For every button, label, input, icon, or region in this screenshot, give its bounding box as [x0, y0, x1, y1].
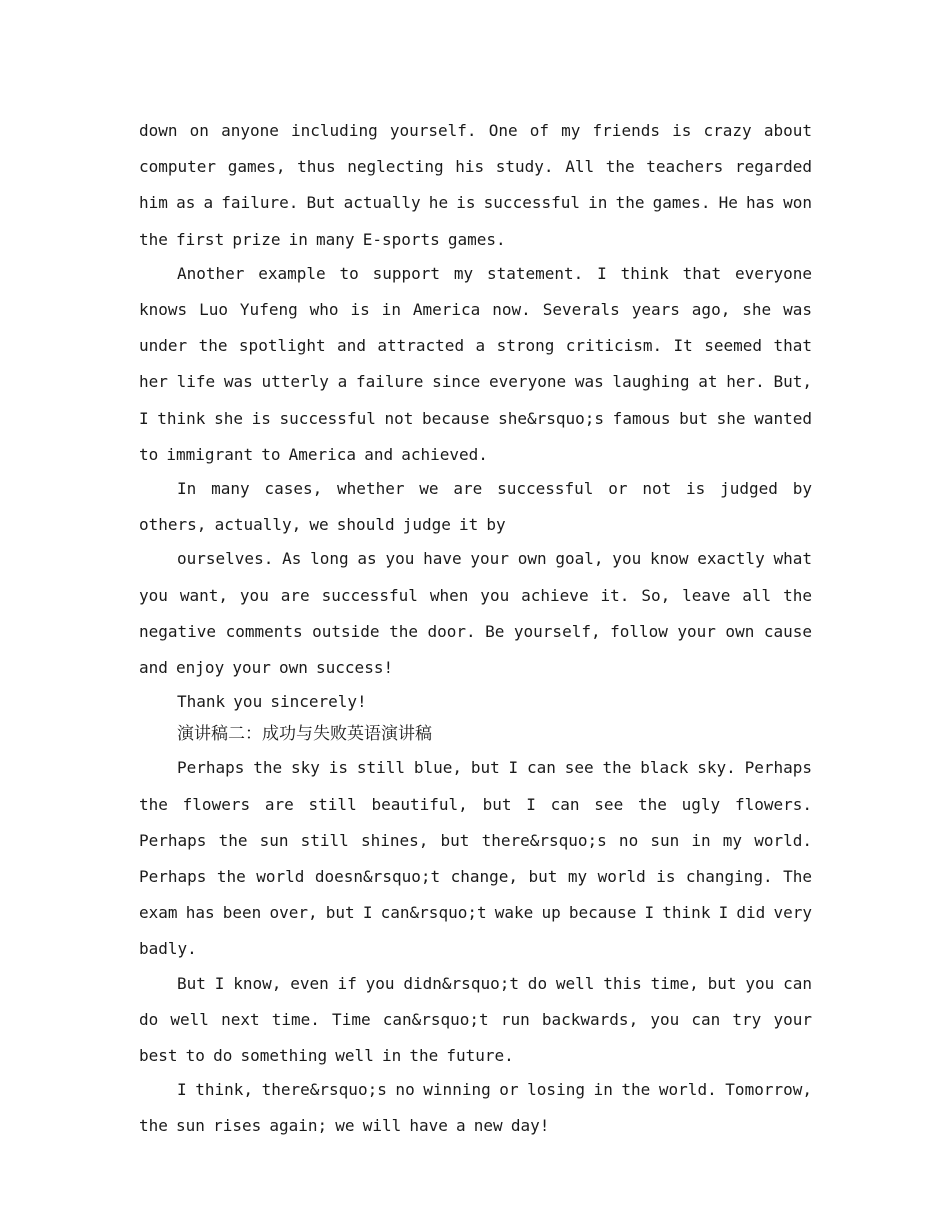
speech-two-heading: 演讲稿二：成功与失败英语演讲稿 — [177, 724, 432, 745]
paragraph-continuation: down on anyone including yourself. One of my friends is crazy about computer games, thus neglecting his study. All the teachers regarded him as a failure. But actually he is successful in the games. He has won the first prize in many E-sports games. — [139, 121, 812, 249]
paragraph-black-sky: Perhaps the sky is still blue, but I can see the black sky. Perhaps the flowers are still beautiful, but I can see the ugly flowers. Perhaps the sun still shines, but there&rsquo;s no sun in my world. Perhaps the world doesn&rsquo;t change, but my world is changing. The exam has been over, but I can&rsquo;t wake up because I think I did very badly. — [139, 758, 812, 959]
paragraph-next-time: But I know, even if you didn&rsquo;t do well this time, but you can do well next time. Time can&rsquo;t run backwards, you can try your best to do something well in the future. — [139, 973, 812, 1066]
paragraph-thanks: Thank you sincerely! — [177, 692, 367, 712]
paragraph-own-goal: ourselves. As long as you have your own goal, you know exactly what you want, you are successful when you achieve it. So, leave all the negative comments outside the door. Be yourself, follow your own cause and enjoy your own success! — [139, 549, 812, 678]
paragraph-luo-yufeng-example: Another example to support my statement. I think that everyone knows Luo Yufeng who is in America now. Severals years ago, she was under the spotlight and attracted a strong criticism. It seemed that her life was utterly a failure since everyone was laughing at her. But, I think she is successful not because she&rsquo;s famous but she wanted to immigrant to America and achieved. — [139, 263, 812, 464]
paragraph-judged-by-others: In many cases, whether we are successful or not is judged by others, actually, we should judge it by — [139, 479, 812, 535]
paragraph-new-day: I think, there&rsquo;s no winning or losing in the world. Tomorrow, the sun rises again; we will have a new day! — [139, 1080, 812, 1136]
document-body — [139, 113, 812, 1143]
